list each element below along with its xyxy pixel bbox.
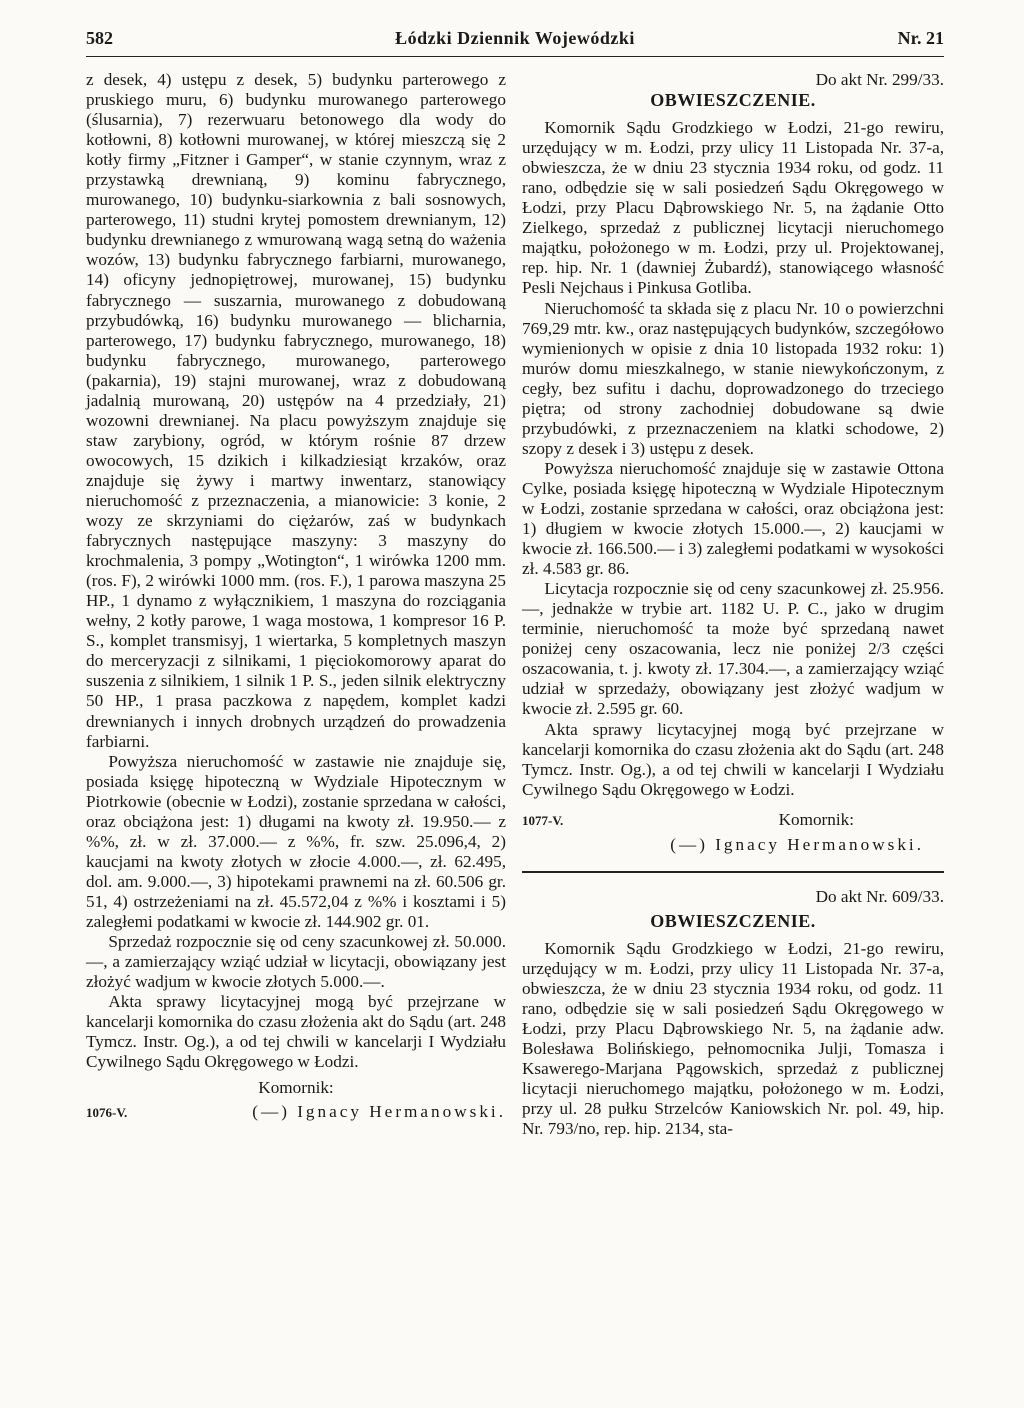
paragraph: z desek, 4) ustępu z desek, 5) budynku parterowego z pruskiego muru, 6) budynku murowanego parterowego (ślusarnia), 7) rezerwuaru betonowego dla wody do kotłowni, 8) kotłowni murowanej, w której mieszczą się 2 kotły firmy „Fitzner i Gamper“, w stanie czynnym, wraz z przystawką drewnianą, 9) kominu fabrycznego, murowanego, 10) budynku-siarkownia z bali sosnowych, parterowego, 11) studni krytej pomostem drewnianym, 12) budynku drewnianego z wmurowaną wagą setną do ważenia wozów, 13) budynku fabrycznego farbiarni, murowanego, 14) oficyny jednopiętrowej, murowanej, 15) budynku fabrycznego — suszarnia, murowanego z dobudowaną przybudówką, 16) budynku murowanego — blicharnia, parterowego, 17) budynku fabrycznego, murowanego, 18) budynku fabrycznego, murowanego, parterowego (pakarnia), 19) stajni murowanej, wraz z dobudowaną jadalnią murowaną, 20) ustępów na 4 przedziały, 21) wozowni drewnianej. Na placu powyższym znajduje się staw zarybiony, ogród, w którym rośnie 87 drzew owocowych, 15 dzikich i kilkadziesiąt krzaków, oraz znajduje się żywy i martwy inwentarz, stanowiący nieruchomość z przeznaczenia, a mianowicie: 3 konie, 2 wozy ze skrzyniami do ciężarów, zaś w budynkach fabrycznych następujące maszyny: 3 maszyny do krochmalenia, 3 pompy „Wotington“, 1 wirówka 1200 mm. (ros. F), 2 wirówki 1000 mm. (ros. F.), 1 parowa maszyna 25 HP., 1 dynamo z wyłącznikiem, 1 maszyna do rozciągania wełny, 2 kotły parowe, 1 waga mostowa, 1 kompresor 16 P. S., komplet transmisyj, 1 wiertarka, 5 kompletnych maszyn do merceryzacji z silnikami, 1 pięciokomorowy aparat do suszenia z silnikiem, 1 silnik 1 P. S., jeden silnik elektryczny 50 HP., 1 prasa paczkowa z napędem, komplet kadzi drewnianych i innych drobnych urządzeń do prowadzenia farbiarni. <box>86 70 506 751</box>
notice-title: OBWIESZCZENIE. <box>650 90 816 111</box>
signature-line <box>86 1102 506 1123</box>
paragraph: Akta sprawy licytacyjnej mogą być przejrzane w kancelarji komornika do czasu złożenia akt do Sądu (art. 248 Tymcz. Instr. Og.), a od tej chwili w kancelarji I Wydziału Cywilnego Sądu Okręgowego w Łodzi. <box>86 992 506 1072</box>
komornik-label: Komornik: <box>258 1078 334 1098</box>
case-reference: Do akt Nr. 299/33. <box>815 70 944 89</box>
signature-number: 1077-V. <box>522 812 564 828</box>
signature-name: (—) Ignacy Hermanowski. <box>252 1102 506 1122</box>
signature-line <box>522 810 944 831</box>
paragraph: Nieruchomość ta składa się z placu Nr. 10 o powierzchni 769,29 mtr. kw., oraz następujących budynków, szczegółowo wymienionych w opisie z dnia 10 listopada 1932 roku: 1) murów domu mieszkalnego, w stanie niewykończonym, z cegły, bez sufitu i dachu, doprowadzonego do trzeciego piętra; od strony zachodniej dobudowane są dwie przybudówki, z przeznaczeniem na klatki schodowe, 2) szopy z desek i 3) ustępu z desek. <box>522 298 944 458</box>
issue-number: Nr. 21 <box>897 28 944 48</box>
case-reference: Do akt Nr. 609/33. <box>815 886 944 906</box>
notice-2 <box>522 887 944 1140</box>
paragraph: Licytacja rozpocznie się od ceny szacunkowej zł. 25.956.—, jednakże w trybie art. 1182 U. P. C., jako w drugim terminie, nieruchomość ta może być sprzedaną nawet poniżej ceny oszacowania, lecz nie poniżej 2/3 części oszacowania, t. j. kwoty zł. 17.304.—, a zamierzający wziąć udział w sprzedaży, obowiązany jest złożyć wadjum w kwocie zł. 2.595 gr. 60. <box>522 579 944 719</box>
notice-title: OBWIESZCZENIE. <box>650 910 816 931</box>
signature-name: (—) Ignacy Hermanowski. <box>670 834 924 854</box>
paragraph: Komornik Sądu Grodzkiego w Łodzi, 21-go rewiru, urzędujący w m. Łodzi, przy ulicy 11 Listopada Nr. 37-a, obwieszcza, że w dniu 23 stycznia 1934 roku, od godz. 11 rano, odbędzie się w sali posiedzeń Sądu Okręgowego w Łodzi, przy Placu Dąbrowskiego Nr. 5, na żądanie adw. Bolesława Bolińskiego, pełnomocnika Julji, Tomasza i Ksawerego-Marjana Pągowskich, sprzedaż z publicznej licytacji nieruchomego majątku, położonego w m. Łodzi, przy ul. 28 pułku Strzelców Kaniowskich Nr. pol. 49, hip. Nr. 793/no, rep. hip. 2134, sta- <box>522 938 944 1139</box>
right-column <box>522 70 944 1139</box>
komornik-label: Komornik: <box>778 809 854 829</box>
paragraph: Akta sprawy licytacyjnej mogą być przejrzane w kancelarji komornika do czasu złożenia akt do Sądu (art. 248 Tymcz. Instr. Og.), a od tej chwili w kancelarji I Wydziału Cywilnego Sądu Okręgowego w Łodzi. <box>522 719 944 799</box>
header-rule <box>86 56 944 57</box>
page-number: 582 <box>86 28 113 48</box>
notice-1 <box>522 70 944 855</box>
notice-divider <box>522 871 944 873</box>
paragraph: Powyższa nieruchomość znajduje się w zastawie Ottona Cylke, posiada księgę hipoteczną w Wydziale Hipotecznym w Łodzi, zostanie sprzedana w całości, oraz obciążona jest: 1) długiem w kwocie złotych 15.000.—, 2) kaucjami w kwocie zł. 166.500.— i 3) zaległemi podatkami w wysokości zł. 4.583 gr. 86. <box>522 458 944 579</box>
signature-number: 1076-V. <box>86 1105 128 1121</box>
paragraph: Komornik Sądu Grodzkiego w Łodzi, 21-go rewiru, urzędujący w m. Łodzi, przy ulicy 11 Listopada Nr. 37-a, obwieszcza, że w dniu 23 stycznia 1934 roku, od godz. 11 rano, odbędzie się w sali posiedzeń Sądu Okręgowego w Łodzi, przy Placu Dąbrowskiego Nr. 5, na żądanie Otto Zielkego, sprzedaż z publicznej licytacji nieruchomego majątku, położonego w m. Łodzi, przy ul. Projektowanej, rep. hip. Nr. 1 (dawniej Żubardź), stanowiącego własność Pesli Nejchaus i Pinkusa Gotliba. <box>522 118 944 298</box>
page-header <box>86 28 944 54</box>
left-column <box>86 70 506 1123</box>
journal-title: Łódzki Dziennik Wojewódzki <box>395 28 635 48</box>
paragraph: Sprzedaż rozpocznie się od ceny szacunkowej zł. 50.000.—, a zamierzający wziąć udział w licytacji, obowiązany jest złożyć wadjum w kwocie złotych 5.000.—. <box>86 932 506 992</box>
paragraph: Powyższa nieruchomość w zastawie nie znajduje się, posiada księgę hipoteczną w Wydziale Hipotecznym w Piotrkowie (obecnie w Łodzi), zostanie sprzedana w całości, oraz obciążona jest: 1) długami na kwoty zł. 19.950.— z %%, zł. w zł. 37.000.— z %%, fr. szw. 25.096,4, 2) kaucjami na kwoty złotych w złocie 4.000.—, zł. 62.495, dol. am. 9.000.—, 3) hipotekami prawnemi na zł. 60.506 gr. 51, 4) ostrzeżeniami na zł. 45.572,04 z %% i kosztami i 5) zaległemi podatkami w kwocie zł. 144.902 gr. 01. <box>86 751 506 931</box>
